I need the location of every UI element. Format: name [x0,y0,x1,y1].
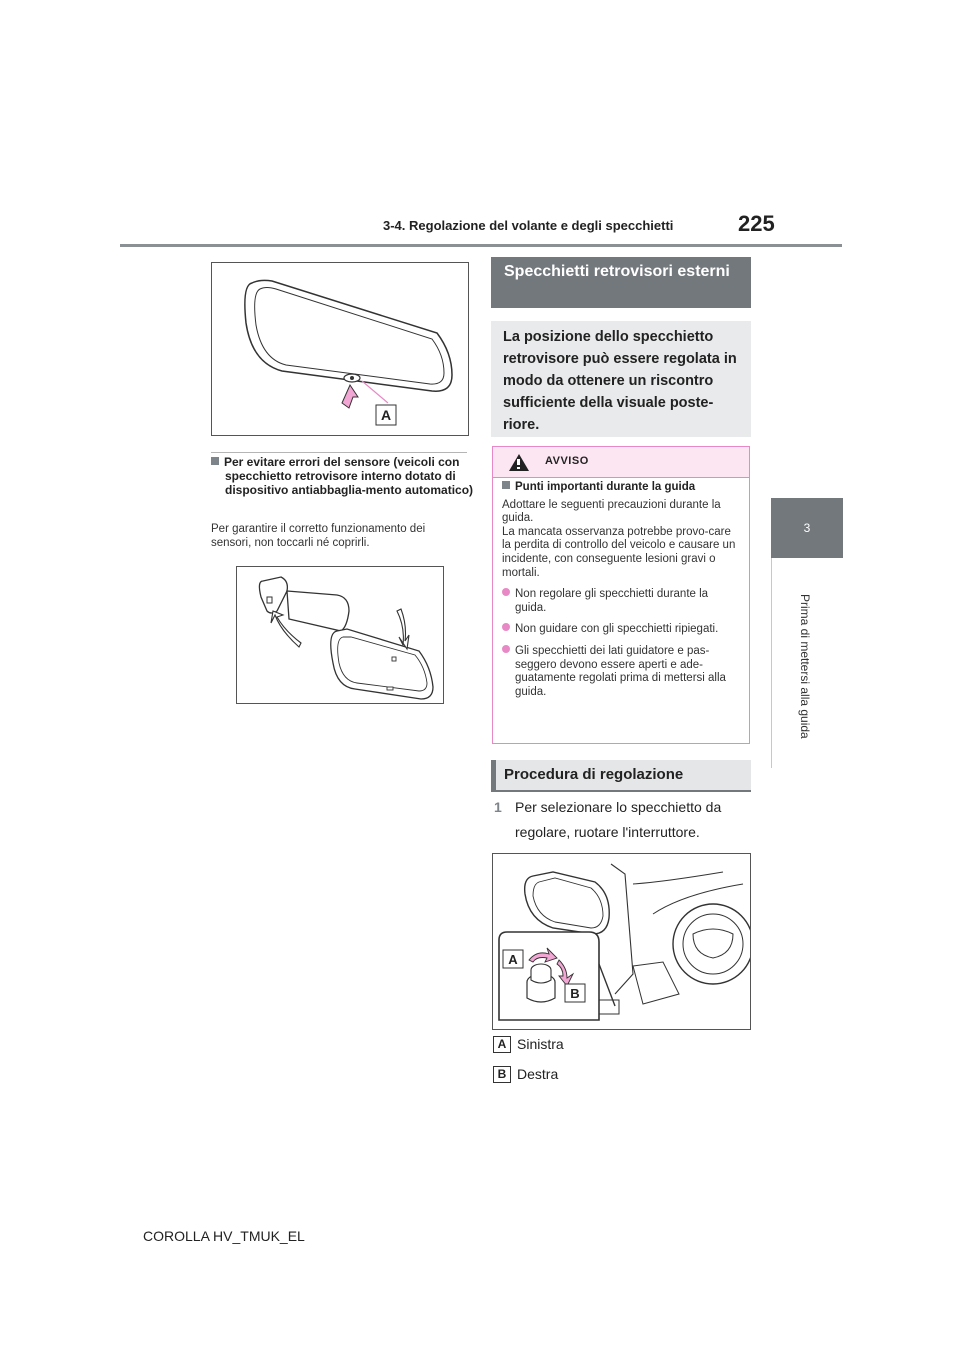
section-heading-exterior-mirrors: Specchietti retrovisori esterni [491,257,751,308]
step-number: 1 [494,799,502,815]
footer-model: COROLLA HV_TMUK_EL [143,1228,305,1244]
warning-bullet: Gli specchietti dei lati guidatore e pas-seggero devono essere aperti e ade-guatamente regolati prima di mettersi alla guida. [502,645,742,699]
section-heading-procedure: Procedura di regolazione [491,760,751,790]
warning-header [493,447,749,478]
legend-b-label: Destra [517,1066,559,1082]
header-title: 3-4. Regolazione del volante e degli specchietti [383,218,674,233]
warning-label: AVVISO [545,455,589,467]
chapter-tab: 3 [771,498,843,558]
legend-item-a [493,1036,564,1053]
warning-subtitle: Punti importanti durante la guida [502,481,742,495]
bullet-dot-icon [502,588,510,596]
warning-bullet: Non regolare gli specchietti durante la guida. [502,588,742,615]
warning-box [492,446,750,744]
page-number: 225 [738,211,775,236]
figure-mirror-sensors [236,566,444,704]
square-bullet-icon [502,481,510,489]
note-body: Per garantire il corretto funzionamento dei sensori, non toccarli né coprirli. [211,523,426,549]
legend-a-label: Sinistra [517,1036,564,1052]
mirror-switch-illustration [493,854,750,1029]
interior-mirror-illustration [212,263,468,435]
header-divider [120,244,842,247]
bullet-dot-icon [502,623,510,631]
warning-bullet: Non guidare con gli specchietti ripiegati. [502,623,742,637]
figure3-callout-b: B [570,986,580,1001]
legend-item-b [493,1066,558,1083]
bullet-dot-icon [502,645,510,653]
figure-interior-mirror-sensor [211,262,469,436]
note-title [211,455,481,497]
section-intro: La posizione dello specchietto retrovisore può essere regolata in modo da ottenere un riscontro sufficiente della visuale poste-riore. [491,321,751,437]
chapter-tab-label: Prima di mettersi alla guida [798,594,812,739]
square-bullet-icon [211,457,219,465]
note-divider [211,452,467,453]
warning-text: Adottare le seguenti precauzioni durante la guida. La mancata osservanza potrebbe provo-care la perdita di controllo del veicolo e causare un incidente, con conseguente lesioni gravi o mortali. [502,498,736,579]
procedure-step [492,795,750,845]
note-title-text: Per evitare errori del sensore (veicoli con specchietto retrovisore interno dotato di dispositivo antiabbaglia-mento automatico) [224,455,474,497]
legend-b-letter: B [493,1066,511,1083]
mirror-sensors-illustration [237,567,443,703]
figure3-callout-a: A [508,952,518,967]
section-underline [491,790,751,792]
legend-a-letter: A [493,1036,511,1053]
step-text: Per selezionare lo specchietto da regolare, ruotare l'interruttore. [515,799,722,840]
figure-mirror-switch [492,853,751,1030]
figure1-callout-a: A [380,407,392,423]
warning-body [502,481,742,699]
